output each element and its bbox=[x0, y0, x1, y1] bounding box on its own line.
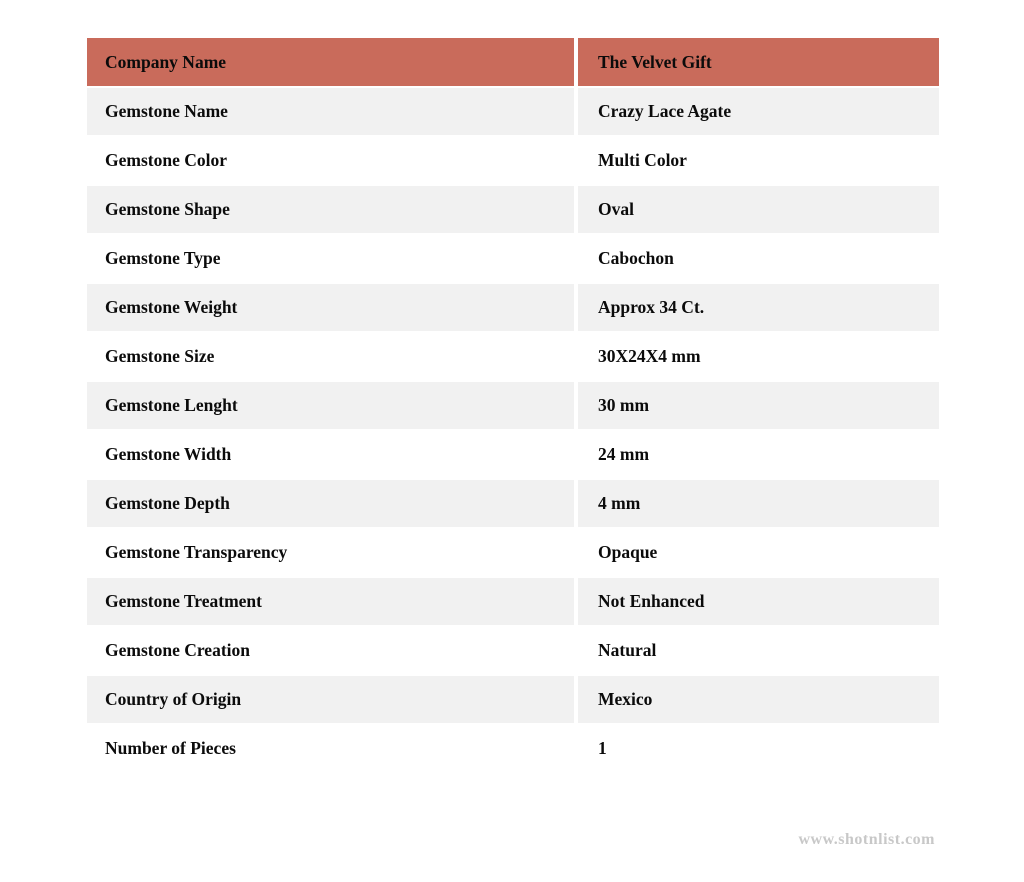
row-label-cell: Gemstone Width bbox=[87, 431, 578, 480]
row-value-cell: 30 mm bbox=[578, 382, 939, 431]
row-label-cell: Gemstone Size bbox=[87, 333, 578, 382]
row-value-cell: 1 bbox=[578, 725, 939, 774]
row-label-cell: Gemstone Color bbox=[87, 137, 578, 186]
row-label-cell: Gemstone Creation bbox=[87, 627, 578, 676]
table-row bbox=[87, 529, 939, 578]
row-value-cell: Natural bbox=[578, 627, 939, 676]
table-body bbox=[87, 88, 939, 774]
row-value-cell: Crazy Lace Agate bbox=[578, 88, 939, 137]
row-value-cell: Multi Color bbox=[578, 137, 939, 186]
table-header-row bbox=[87, 38, 939, 88]
row-value-cell: 24 mm bbox=[578, 431, 939, 480]
row-label-cell: Gemstone Shape bbox=[87, 186, 578, 235]
row-label-cell: Gemstone Transparency bbox=[87, 529, 578, 578]
row-label-cell: Gemstone Treatment bbox=[87, 578, 578, 627]
table-row bbox=[87, 480, 939, 529]
table-row bbox=[87, 676, 939, 725]
row-value-cell: Cabochon bbox=[578, 235, 939, 284]
row-value-cell: Approx 34 Ct. bbox=[578, 284, 939, 333]
gemstone-details-table-container bbox=[87, 38, 939, 774]
row-value-cell: Mexico bbox=[578, 676, 939, 725]
row-label-cell: Gemstone Type bbox=[87, 235, 578, 284]
table-row bbox=[87, 235, 939, 284]
table-row bbox=[87, 137, 939, 186]
row-value-cell: 4 mm bbox=[578, 480, 939, 529]
table-row bbox=[87, 578, 939, 627]
row-label-cell: Gemstone Name bbox=[87, 88, 578, 137]
row-label-cell: Gemstone Lenght bbox=[87, 382, 578, 431]
row-label-cell: Gemstone Weight bbox=[87, 284, 578, 333]
table-row bbox=[87, 431, 939, 480]
row-label-cell: Number of Pieces bbox=[87, 725, 578, 774]
table-row bbox=[87, 88, 939, 137]
row-value-cell: 30X24X4 mm bbox=[578, 333, 939, 382]
watermark: www.shotnlist.com bbox=[798, 831, 935, 848]
gemstone-details-table bbox=[87, 38, 939, 774]
table-row bbox=[87, 382, 939, 431]
row-label-cell: Country of Origin bbox=[87, 676, 578, 725]
table-row bbox=[87, 284, 939, 333]
row-value-cell: Not Enhanced bbox=[578, 578, 939, 627]
header-label-cell: Company Name bbox=[87, 38, 578, 88]
table-row bbox=[87, 333, 939, 382]
table-row bbox=[87, 725, 939, 774]
row-value-cell: Oval bbox=[578, 186, 939, 235]
row-label-cell: Gemstone Depth bbox=[87, 480, 578, 529]
table-row bbox=[87, 186, 939, 235]
row-value-cell: Opaque bbox=[578, 529, 939, 578]
table-row bbox=[87, 627, 939, 676]
header-value-cell: The Velvet Gift bbox=[578, 38, 939, 88]
